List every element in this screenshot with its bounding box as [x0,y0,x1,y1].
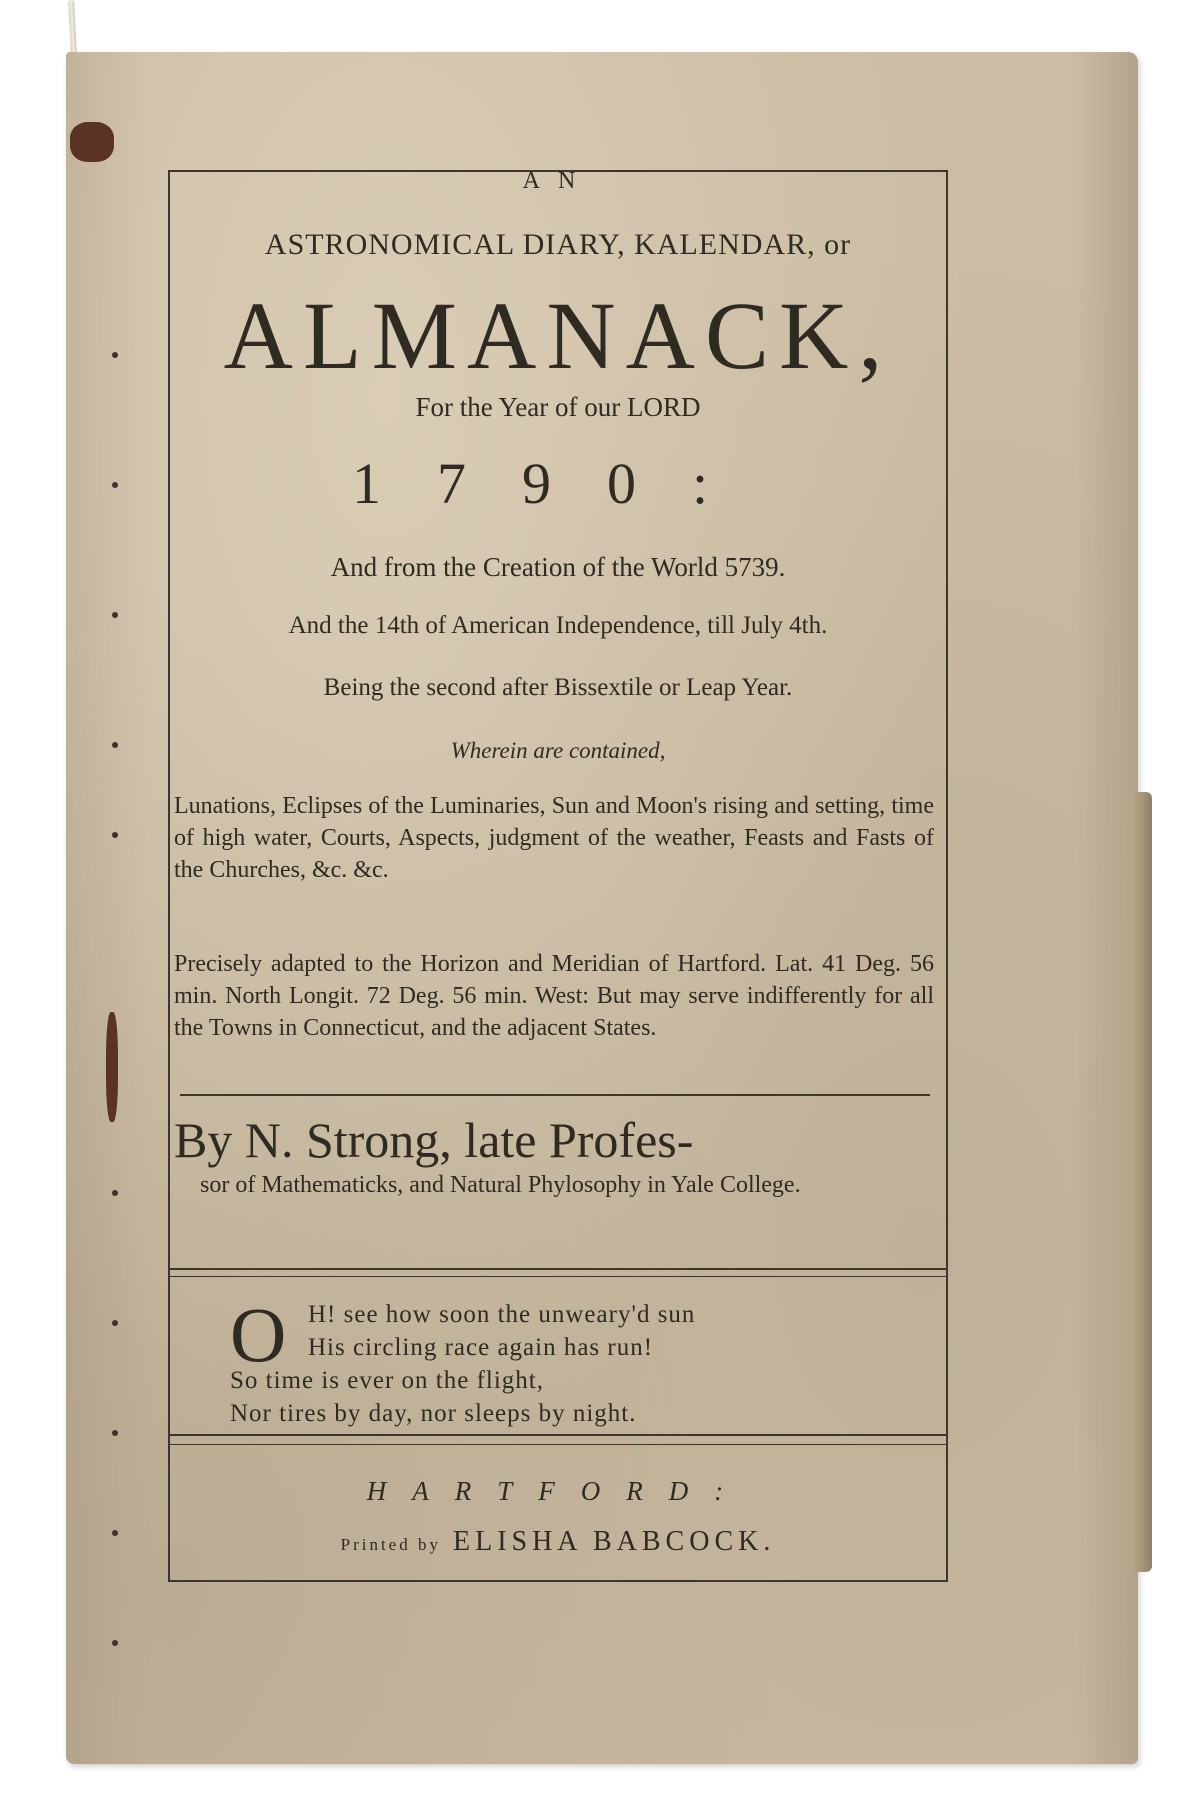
main-title: ALMANACK, [223,282,893,389]
location-paragraph: Precisely adapted to the Horizon and Meridian of Hartford. Lat. 41 Deg. 56 min. North Longit. 72 Deg. 56 min. West: But may serve indifferently for all the Towns in Connecticut, and the adjacent States. [174,951,934,1041]
poem-line: Nor tires by day, nor sleeps by night. [230,1400,637,1427]
imprint-place: HARTFORD: [366,1476,750,1506]
independence-line: And the 14th of American Independence, till July 4th. [288,612,828,639]
bottom-rule [170,1580,946,1582]
stain-top-left [70,122,114,162]
subtitle: ASTRONOMICAL DIARY, KALENDAR, or [264,228,852,261]
stitch-hole [112,832,118,838]
divider-rule [170,1444,946,1445]
stitch-hole [112,352,118,358]
divider-rule [170,1276,946,1277]
creation-line: And from the Creation of the World 5739. [330,552,786,582]
contents-paragraph: Lunations, Eclipses of the Luminaries, Sun and Moon's rising and setting, time of high water, Courts, Aspects, judgment of the weather, Feasts and Fasts of the Churches, &c. &c. [174,793,934,883]
printed-by-label: Printed by [340,1535,441,1554]
divider-rule [180,1094,930,1096]
year-intro: For the Year of our LORD [415,392,701,422]
divider-rule [170,1268,946,1270]
author-line: By N. Strong, late Profes- [174,1112,694,1168]
title-page-frame [168,170,948,1582]
stitch-hole [112,1190,118,1196]
stitch-hole [112,1430,118,1436]
stitch-hole [112,482,118,488]
leap-year-line: Being the second after Bissextile or Leap Year. [323,674,793,701]
divider-rule [170,1434,946,1436]
poem-line: So time is ever on the flight, [230,1367,544,1394]
stitch-hole [112,1640,118,1646]
poem-line: H! see how soon the unweary'd sun [308,1301,696,1328]
poem-drop-cap: O [230,1291,287,1378]
article-heading: AN [522,168,594,194]
wherein-line: Wherein are contained, [450,738,666,763]
stitch-hole [112,1530,118,1536]
spine-edge [1130,792,1152,1572]
stain-left-margin [106,1012,118,1122]
author-credentials: sor of Mathematicks, and Natural Phylosophy in Yale College. [200,1172,801,1198]
poem [230,1291,910,1430]
imprint-printer [170,1526,946,1558]
printer-name: ELISHA BABCOCK. [452,1526,776,1557]
year: 1790: [351,451,765,516]
stitch-hole [112,1320,118,1326]
stitch-hole [112,612,118,618]
poem-line: His circling race again has run! [308,1334,654,1361]
stitch-hole [112,742,118,748]
